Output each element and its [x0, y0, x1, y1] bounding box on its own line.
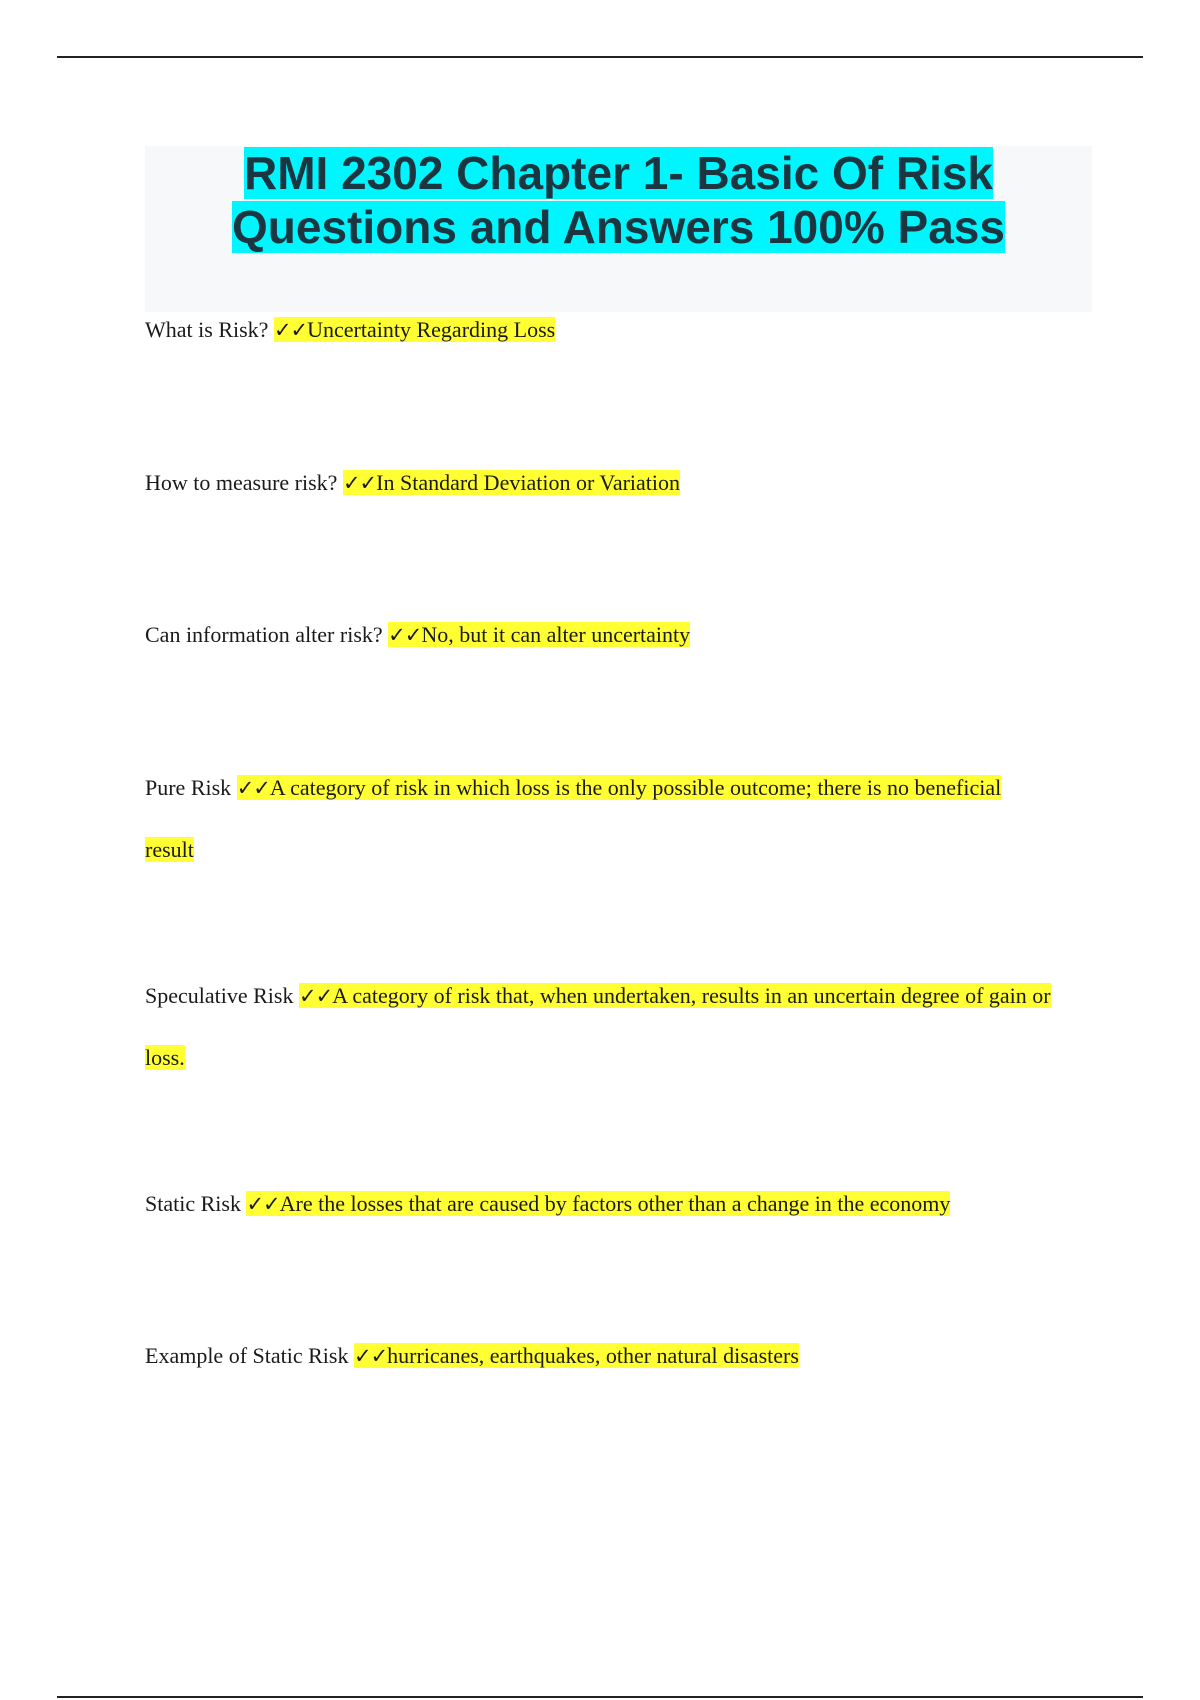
header-rule — [57, 56, 1143, 58]
answer-highlight — [388, 622, 690, 647]
answer-text: A category of risk in which loss is the only possible outcome; there is no beneficial result — [145, 775, 1002, 862]
qa-item — [145, 604, 1085, 666]
qa-item — [145, 1173, 1085, 1235]
qa-item — [145, 452, 1085, 514]
answer-text: hurricanes, earthquakes, other natural disasters — [387, 1343, 799, 1368]
answer-text: A category of risk that, when undertaken, results in an uncertain degree of gain or loss. — [145, 983, 1051, 1070]
answer-highlight — [354, 1343, 799, 1368]
title-line-2: Questions and Answers 100% Pass — [232, 201, 1005, 253]
question-text: How to measure risk? — [145, 470, 338, 495]
question-text: What is Risk? — [145, 317, 269, 342]
answer-highlight — [274, 317, 555, 342]
check-mark-icon: ✓✓ — [388, 623, 422, 647]
qa-item — [145, 1325, 1085, 1387]
answer-text: In Standard Deviation or Variation — [376, 470, 681, 495]
question-text: Speculative Risk — [145, 983, 294, 1008]
check-mark-icon: ✓✓ — [273, 318, 308, 342]
qa-item — [145, 757, 1015, 880]
question-text: Example of Static Risk — [145, 1343, 349, 1368]
question-text: Can information alter risk? — [145, 622, 383, 647]
footer-rule — [57, 1696, 1143, 1698]
check-mark-icon: ✓✓ — [353, 1344, 388, 1368]
answer-text: Are the losses that are caused by factors other than a change in the economy — [279, 1191, 951, 1216]
answer-highlight — [343, 470, 680, 495]
question-text: Static Risk — [145, 1191, 241, 1216]
title-line-1: RMI 2302 Chapter 1- Basic Of Risk — [243, 147, 994, 199]
qa-item — [145, 299, 1085, 361]
document-title — [145, 146, 1092, 254]
qa-item — [145, 965, 1085, 1088]
answer-text: No, but it can alter uncertainty — [421, 622, 691, 647]
check-mark-icon: ✓✓ — [298, 984, 333, 1008]
check-mark-icon: ✓✓ — [342, 471, 377, 495]
answer-highlight — [246, 1191, 950, 1216]
answer-highlight — [145, 775, 1001, 862]
check-mark-icon: ✓✓ — [246, 1192, 280, 1216]
check-mark-icon: ✓✓ — [236, 776, 270, 800]
answer-text: Uncertainty Regarding Loss — [307, 317, 556, 342]
question-text: Pure Risk — [145, 775, 232, 800]
